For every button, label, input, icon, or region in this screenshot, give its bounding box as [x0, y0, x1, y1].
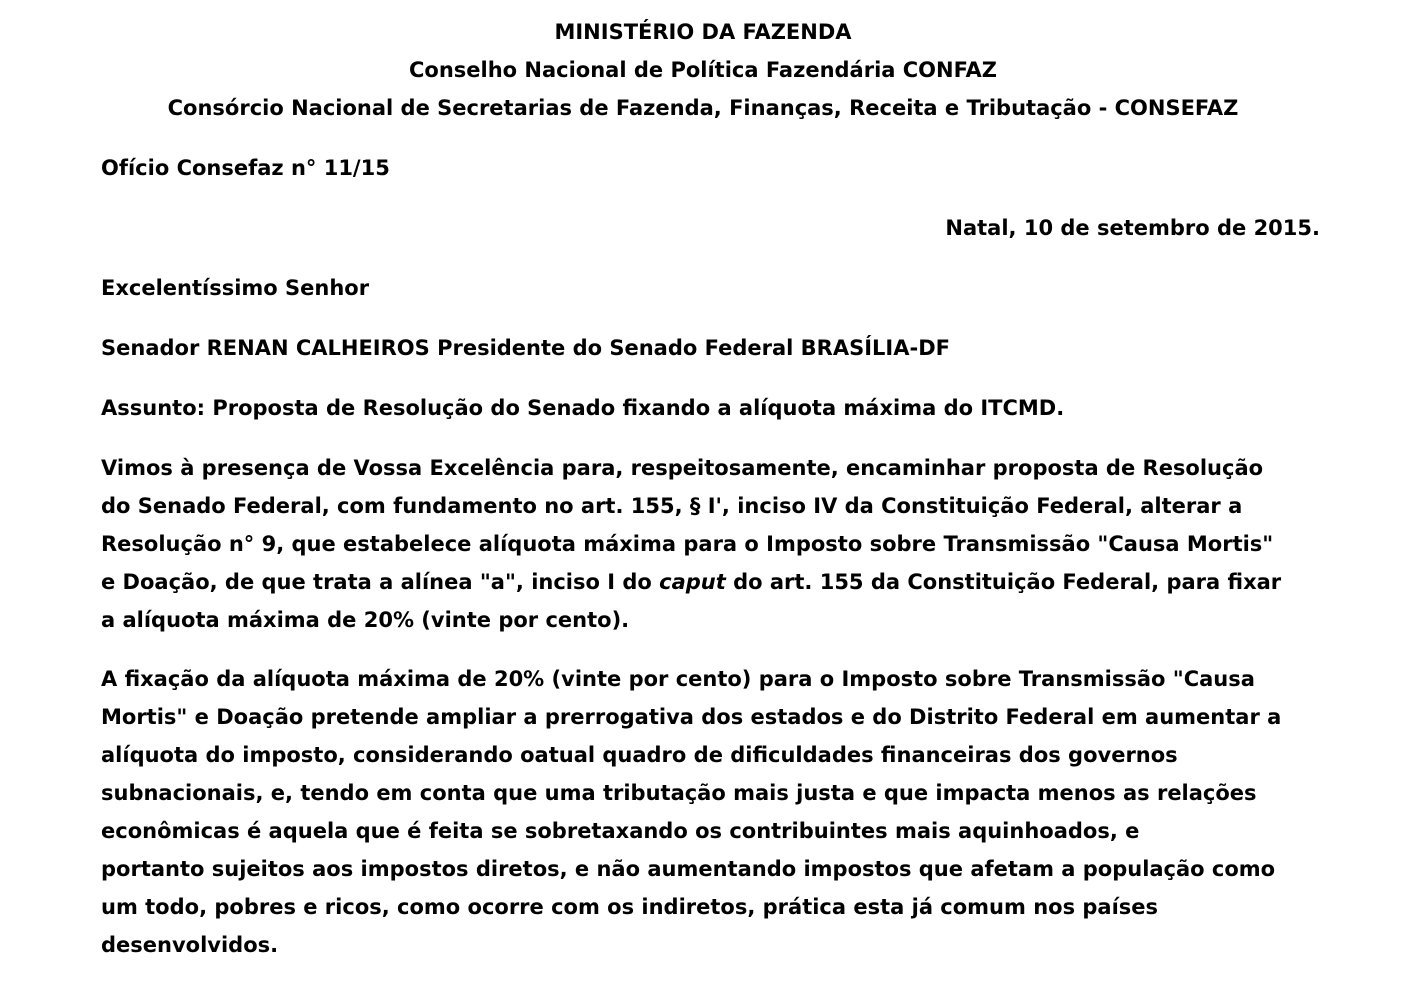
paragraph-2-row: alíquota do imposto, considerando oatual quadro de dificuldades financeiras dos governos — [101, 743, 1178, 767]
subject-line: Assunto: Proposta de Resolução do Senado fixando a alíquota máxima do ITCMD. — [101, 396, 1065, 420]
paragraph-2-row: subnacionais, e, tendo em conta que uma tributação mais justa e que impacta menos as relações — [101, 781, 1257, 805]
header-ministry: MINISTÉRIO DA FAZENDA — [554, 20, 852, 44]
paragraph-1 — [101, 449, 1316, 639]
paragraph-1-row: Vimos à presença de Vossa Excelência para, respeitosamente, encaminhar proposta de Resolução — [101, 456, 1264, 480]
header-consefaz: Consórcio Nacional de Secretarias de Fazenda, Finanças, Receita e Tributação - CONSEFAZ — [167, 96, 1239, 120]
paragraph-2-row: A fixação da alíquota máxima de 20% (vinte por cento) para o Imposto sobre Transmissão "Causa — [101, 667, 1255, 691]
paragraph-2-row: econômicas é aquela que é feita se sobretaxando os contribuintes mais aquinhoados, e — [101, 819, 1140, 843]
date-line: Natal, 10 de setembro de 2015. — [945, 216, 1320, 240]
paragraph-1-row: do Senado Federal, com fundamento no art. 155, § I', inciso IV da Constituição Federal, alterar a — [101, 494, 1243, 518]
paragraph-1-text: do art. 155 da Constituição Federal, para fixar — [725, 570, 1282, 594]
header-confaz: Conselho Nacional de Política Fazendária CONFAZ — [408, 58, 998, 82]
paragraph-2-row: portanto sujeitos aos impostos diretos, e não aumentando impostos que afetam a população como — [101, 857, 1276, 881]
recipient: Senador RENAN CALHEIROS Presidente do Senado Federal BRASÍLIA-DF — [101, 336, 950, 360]
paragraph-1-row: a alíquota máxima de 20% (vinte por cento). — [101, 608, 630, 632]
oficio-number: Ofício Consefaz n° 11/15 — [101, 156, 390, 180]
paragraph-2-row: Mortis" e Doação pretende ampliar a prerrogativa dos estados e do Distrito Federal em aumentar a — [101, 705, 1282, 729]
paragraph-2 — [101, 660, 1316, 964]
paragraph-2-row: um todo, pobres e ricos, como ocorre com os indiretos, prática esta já comum nos países — [101, 895, 1159, 919]
paragraph-1-row: Resolução n° 9, que estabelece alíquota máxima para o Imposto sobre Transmissão "Causa Mortis" — [101, 532, 1274, 556]
caput-italic: caput — [659, 570, 726, 594]
paragraph-2-row: desenvolvidos. — [101, 933, 279, 957]
salutation: Excelentíssimo Senhor — [101, 276, 370, 300]
paragraph-1-row — [101, 563, 1316, 601]
paragraph-1-text: e Doação, de que trata a alínea "a", inciso I do — [101, 570, 660, 594]
